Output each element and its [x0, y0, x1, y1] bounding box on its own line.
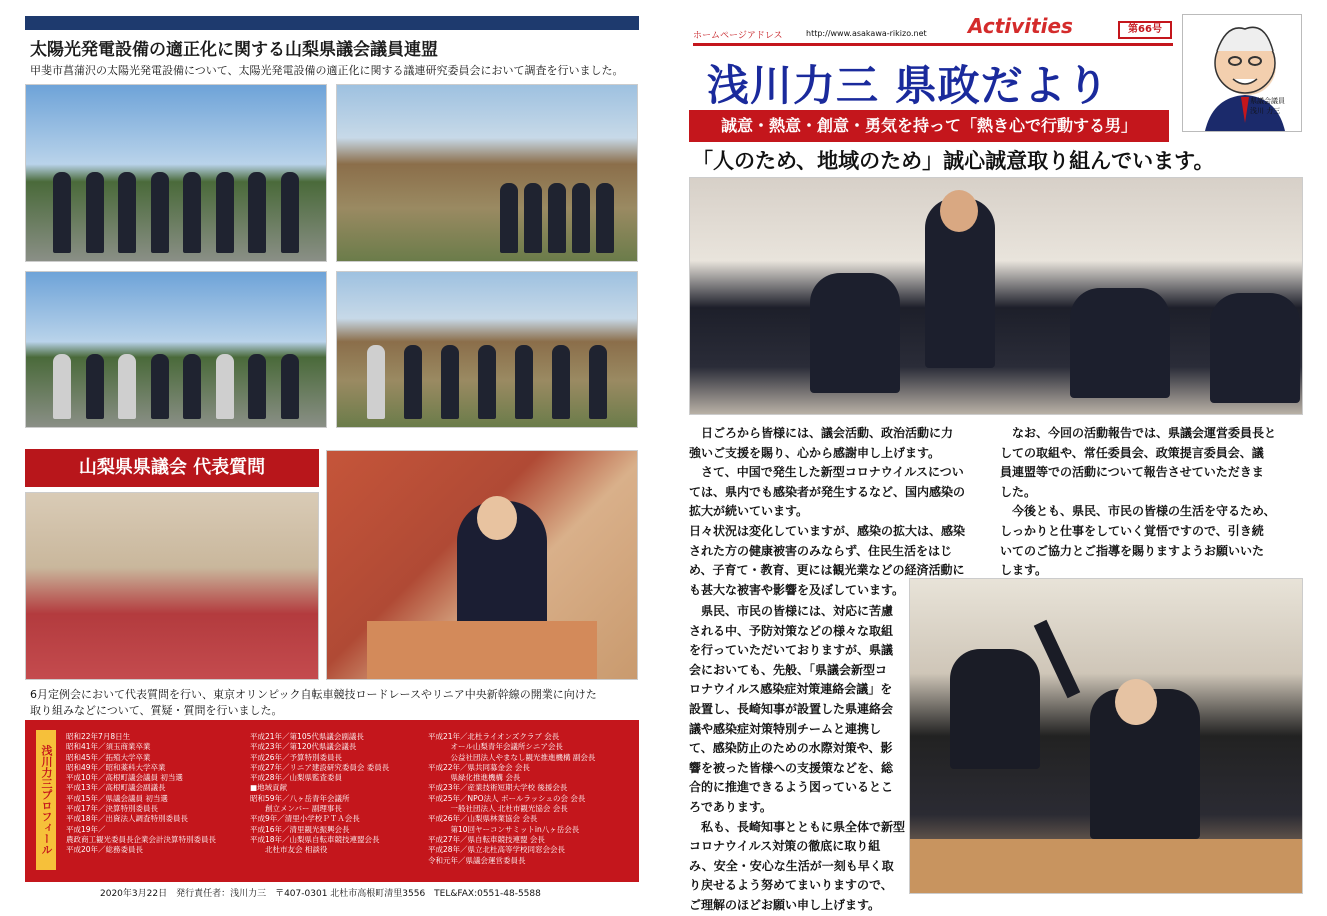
body-column-2: なお、今回の活動報告では、県議会運営委員長と しての取組や、常任委員会、政策提言委員会、議 員連盟等での活動について報告させていただきま した。 今後とも、県民、市民の皆様の生活を守るため、 しっかりと仕事をしていく覚悟ですので、引き続 いてのご協力とご指導を賜りますようお願いいた します。 — [1000, 426, 1277, 578]
speaker-photo — [326, 450, 638, 680]
homepage-url[interactable]: http://www.asakawa-rikizo.net — [806, 29, 927, 38]
profile-column-3: 平成21年／北杜ライオンズクラブ 会長 オール山梨青年会議所シニア会長 公益社団法人やまなし観光推進機構 副会長 平成22年／県共同募金会 会長 県緑化推進機構 会長 平成23年／産業技術短期大学校 後援会長 平成25年／NPO法人 ボールラッシュの会 会長 一般社団法人 北杜市観光協会 会長 平成26年／山梨県林業協会 会長 第10回ヤーコンサミットin八ヶ岳会長 平成27年／県自転車競技連盟 会長 平成28年／県立北杜高等学校同窓会会長 令和元年／県議会運営委員長 — [428, 732, 596, 865]
assembly-hall-photo — [25, 492, 319, 680]
question-caption-line-2: 取り組みなどについて、質疑・質問を行いました。 — [30, 704, 283, 717]
solar-photo-3 — [25, 271, 327, 428]
solar-photo-1 — [25, 84, 327, 262]
question-section-title: 山梨県県議会 代表質問 — [25, 449, 319, 487]
activities-logo: Activities — [968, 14, 1073, 38]
header-rule — [693, 43, 1173, 46]
motto-banner: 誠意・熱意・創意・勇気を持って「熱き心で行動する男」 — [689, 110, 1169, 142]
solar-photo-4 — [336, 271, 638, 428]
body-column-1: 日ごろから皆様には、議会活動、政治活動に力 強いご支援を賜り、心から感謝申し上げます。 さて、中国で発生した新型コロナウイルスについ ては、県内でも感染者が発生するなど、国内感染の 拡大が続いています。 日々状況は変化していますが、感染の拡大は、感染 された方の健康被害のみならず、住民生活をはじ め、子育て・教育、更には観光業などの経済活動に も甚大な被害や影響を及ぼしています。 — [689, 426, 966, 597]
committee-meeting-photo — [689, 177, 1303, 415]
body-column-3: 県民、市民の皆様には、対応に苦慮 される中、予防対策などの様々な取組 を行っていただいておりますが、県議 会においても、先般、「県議会新型コ ロナウイルス感染症対策連絡会議」を 設置し、長崎知事が設置した県連絡会 議や感染症対策特別チームと連携し て、感染防止のための水際対策や、影 響を被った皆様への支援策などを、総 合的に推進できるよう図っているとこ ろであります。 私も、長崎知事とともに県全体で新型 コロナウイルス対策の徹底に取り組 み、安全・安心な生活が一刻も早く取 り戻せるよう努めてまいりますので、 ご理解のほどお願い申し上げます。 — [689, 604, 906, 912]
catchphrase: 「人のため、地域のため」誠心誠意取り組んでいます。 — [692, 148, 1215, 173]
issue-number: 第66号 — [1118, 21, 1172, 39]
footer-publisher: 2020年3月22日 発行責任者：浅川力三 〒407-0301 北杜市高根町清里3556 TEL&FAX:0551-48-5588 — [100, 889, 541, 899]
newsletter-title: 浅川力三 県政だより — [707, 61, 1110, 110]
question-caption-line-1: 6月定例会において代表質問を行い、東京オリンピック自転車競技ロードレースやリニア中央新幹線の開業に向けた — [30, 688, 597, 701]
council-hand-raise-photo — [909, 578, 1303, 894]
profile-column-2: 平成21年／第105代県議会副議長 平成23年／第120代県議会議長 平成26年／予算特別委員長 平成27年／リニア建設研究委員会 委員長 平成28年／山梨県監査委員 ■地域貢献 昭和59年／八ヶ岳青年会議所 創立メンバー 副理事長 平成9年／清里小学校ＰＴＡ会長 平成16年／清里観光振興会長 平成18年／山梨県自転車競技連盟会長 北杜市友会 相談役 — [250, 732, 390, 855]
homepage-label: ホームページアドレス — [693, 31, 783, 41]
profile-heading: 浅川力三プロフィール — [36, 730, 56, 870]
solar-section-title: 太陽光発電設備の適正化に関する山梨県議会議員連盟 — [30, 40, 438, 60]
solar-section-description: 甲斐市菖蒲沢の太陽光発電設備について、太陽光発電設備の適正化に関する議連研究委員会において調査を行いました。 — [30, 64, 624, 77]
portrait-caption: 県議会議員 浅川 力三 — [1250, 97, 1285, 115]
header-bar — [25, 16, 639, 30]
solar-photo-2 — [336, 84, 638, 262]
profile-column-1: 昭和22年7月8日生 昭和41年／須玉商業卒業 昭和45年／拓殖大学卒業 昭和49年／昭和薬科大学卒業 平成10年／高根町議会議員 初当選 平成13年／高根町議会副議長 平成15年／県議会議員 初当選 平成17年／決算特別委員長 平成18年／出資法人調査特別委員長 平成19年／ 農政商工観光委員長企業会計決算特別委員長 平成20年／総務委員長 — [66, 732, 216, 855]
